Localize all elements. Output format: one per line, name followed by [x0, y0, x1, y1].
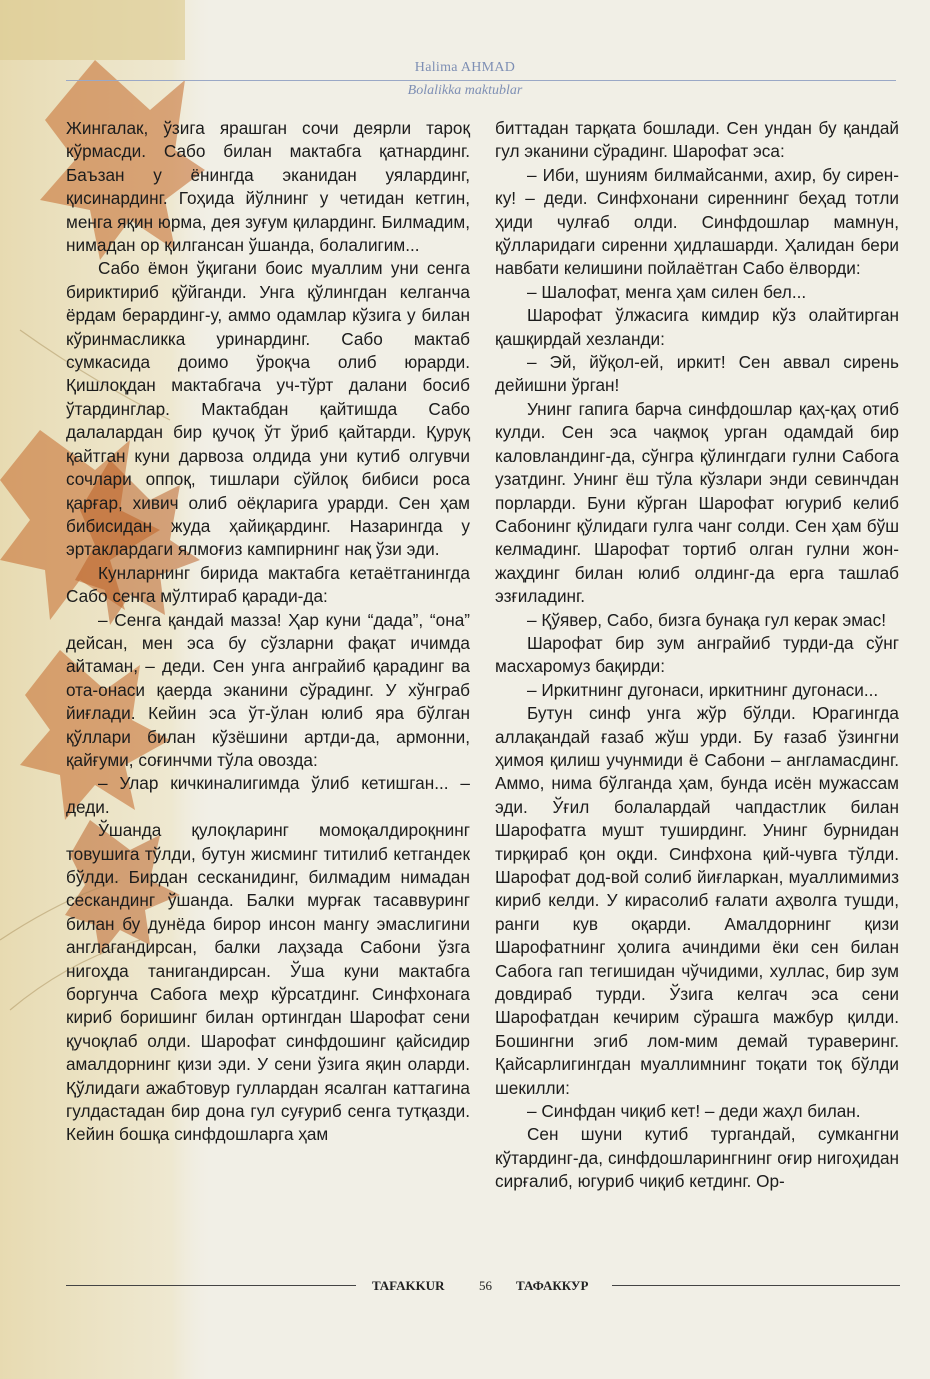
footer-rule-left — [66, 1285, 356, 1286]
left-text-column — [66, 117, 470, 1147]
paragraph: – Шалофат, менга ҳам силен бел... — [527, 281, 807, 302]
paragraph: – Улар кичкиналигимда ўлиб кетишган... – деди. — [66, 773, 470, 817]
page-number: 56 — [479, 1278, 492, 1293]
paragraph: Шарофат бир зум анграйиб турди-да сўнг масхаромуз бақирди: — [495, 632, 899, 677]
header-author: Halima AHMAD — [414, 60, 516, 75]
paragraph: – Синфдан чиқиб кет! – деди жаҳл билан. — [527, 1101, 861, 1122]
header-divider — [66, 80, 896, 81]
paragraph: биттадан тарқата бошлади. Сен ундан бу қандай гул эканини сўрадинг. Шарофат эса: — [495, 118, 899, 162]
paragraph: – Сенга қандай мазза! Ҳар куни “дада”, “она” дейсан, мен эса бу сўзларни фақат ичимда айтаман, – деди. Сен унга анграйиб қарадинг ва ота-онаси қаерда эканини сўрадинг. У хўнграб йиғлади. Кейин эса ўт-ўлан юлиб яра бўлган қўллари билан кўзёшини артди-да, армонни, қайғуми, соғинчми тўла овозда: — [66, 609, 470, 770]
paragraph: Кунларнинг бирида мактабга кетаётганингда Сабо сенга мўлтираб қаради-да: — [66, 562, 470, 607]
paragraph: Сен шуни кутиб тургандай, сумкангни кўтардинг-да, синфдошларингнинг оғир нигоҳидан сирғалиб, югуриб чиқиб кетдинг. Ор- — [495, 1124, 899, 1192]
paragraph: – Иркитнинг дугонаси, иркитнинг дугонаси... — [527, 679, 879, 700]
footer-rule-right — [612, 1285, 900, 1286]
paragraph: – Эй, йўқол-ей, иркит! Сен аввал сирень дейишни ўрган! — [495, 352, 899, 396]
paragraph: Шарофат ўлжасига кимдир кўз олайтирган қашқирдай хезланди: — [495, 305, 899, 349]
paragraph: Сабо ёмон ўқигани боис муаллим уни сенга бириктириб қўйганди. Унга қўлингдан келганча ёрдам берардинг-у, аммо одамлар кўзига у билан кўринмасликка уринардинг. Сабо мактаб сумкасида доимо ўроқча олиб юрарди. Қишлоқдан мактабгача уч-тўрт далани босиб ўтардинглар. Мактабдан қайтишда Сабо далалардан бир қучоқ ўт ўриб қайтарди. Қуруқ қайтган куни дарвоза олдида уни кутиб олгувчи сочлари оппоқ, тишлари сўйлоқ бибиси роса қарғар, хивич олиб оёқларига урарди. Сен ҳам бибисидан жуда ҳайиқардинг. Назарингда у эртаклардаги ялмоғиз кампирнинг нақ ўзи эди. — [66, 258, 470, 560]
paragraph: – Қўявер, Сабо, бизга бунақа гул керак эмас! — [527, 609, 886, 630]
header-title: Bolalikka maktublar — [407, 83, 523, 98]
footer-magazine-cyrillic: ТАФАККУР — [516, 1278, 589, 1293]
paragraph: Бутун синф унга жўр бўлди. Юрагингда аллақандай ғазаб жўш урди. Бу ғазаб ўзингни ҳимоя қилиш учунмиди ё Сабони – англамасдинг. Аммо, нима бўлганда ҳам, бунда исён мужассам эди. Ўғил болалардай чапдастлик билан Шарофатга мушт туширдинг. Унинг бурнидан тирқираб қон оқди. Синфхона қий-чувга тўлди. Шарофат дод-вой солиб йиғларкан, муаллимимиз кириб келди. У кирасолиб ғалати аҳволга тушди, ранги кув оқарди. Амалдорнинг қизи Шарофатнинг ҳолига ачиндими ёки сен билан Сабога гап тегишидан чўчидими, хуллас, бир зум довдираб турди. Ўзига келгач эса сени Шарофатдан кечирим сўрашга мажбур қилди. Бошингни эгиб лом-мим демай тураверинг. Қайсарлигингдан муаллимнинг тоқати тоқ бўлди шекилли: — [495, 703, 899, 1098]
paragraph: Ўшанда қулоқларинг момоқалдироқнинг товушига тўлди, бутун жисминг титилиб кетгандек бўлди. Бирдан сесканидинг, билмадим нимадан сескандинг ўшанда. Балки мурғак тасаввуринг билан бу дунёда бирор инсон мангу эмаслигини англагандирсан, балки лаҳзада Сабони ўзга нигоҳда танигандирсан. Ўша куни мактабга боргунча Сабога меҳр кўрсатдинг. Синфхонага кириб боришинг билан ортингдан Шарофат сени қучоқлаб олди. Шарофат синфдошинг қайсидир амалдорнинг қизи эди. У сени ўзига яқин оларди. Қўлидаги ажабтовур гуллардан ясалган каттагина гулдастадан бир дона гул суғуриб сенга тутқазди. Кейин бошқа синфдошларга ҳам — [66, 820, 470, 1145]
paragraph: Жингалак, ўзига ярашган сочи деярли тароқ кўрмасди. Сабо билан мактабга қатнардинг. Баъзан у ёнингда эканидан уялардинг, қисинардинг. Гоҳида йўлнинг у четидан кетгин, менга яқин юрма, дея зуғум қилардинг. Билмадим, нимадан ор қилгансан ўшанда, болалигим... — [66, 118, 470, 256]
paragraph: Унинг гапига барча синфдошлар қаҳ-қаҳ отиб кулди. Сен эса чақмоқ урган одамдай бир каловландинг-да, сўнгра қўлингдаги гулни Сабога узатдинг. Унинг ёш тўла кўзлари энди севинчдан порларди. Буни кўрган Шарофат югуриб келиб Сабонинг қўлидаги гулга чанг солди. Сен ҳам бўш келмадинг. Шарофат тортиб олган гулни жон-жаҳдинг билан юлиб олдинг-да ерга ташлаб эзғиладинг. — [495, 398, 899, 607]
right-text-column — [495, 117, 899, 1194]
paragraph: – Иби, шуниям билмайсанми, ахир, бу сирен-ку! – деди. Синфхонани сиреннинг беҳад тотли ҳиди чулғаб олди. Синфдошлар мамнун, қўлларидаги сиренни ҳидлашарди. Ҳалидан бери навбати келишини пойлаётган Сабо ёлворди: — [495, 164, 899, 279]
footer-magazine-latin: TAFAKKUR — [372, 1278, 445, 1293]
